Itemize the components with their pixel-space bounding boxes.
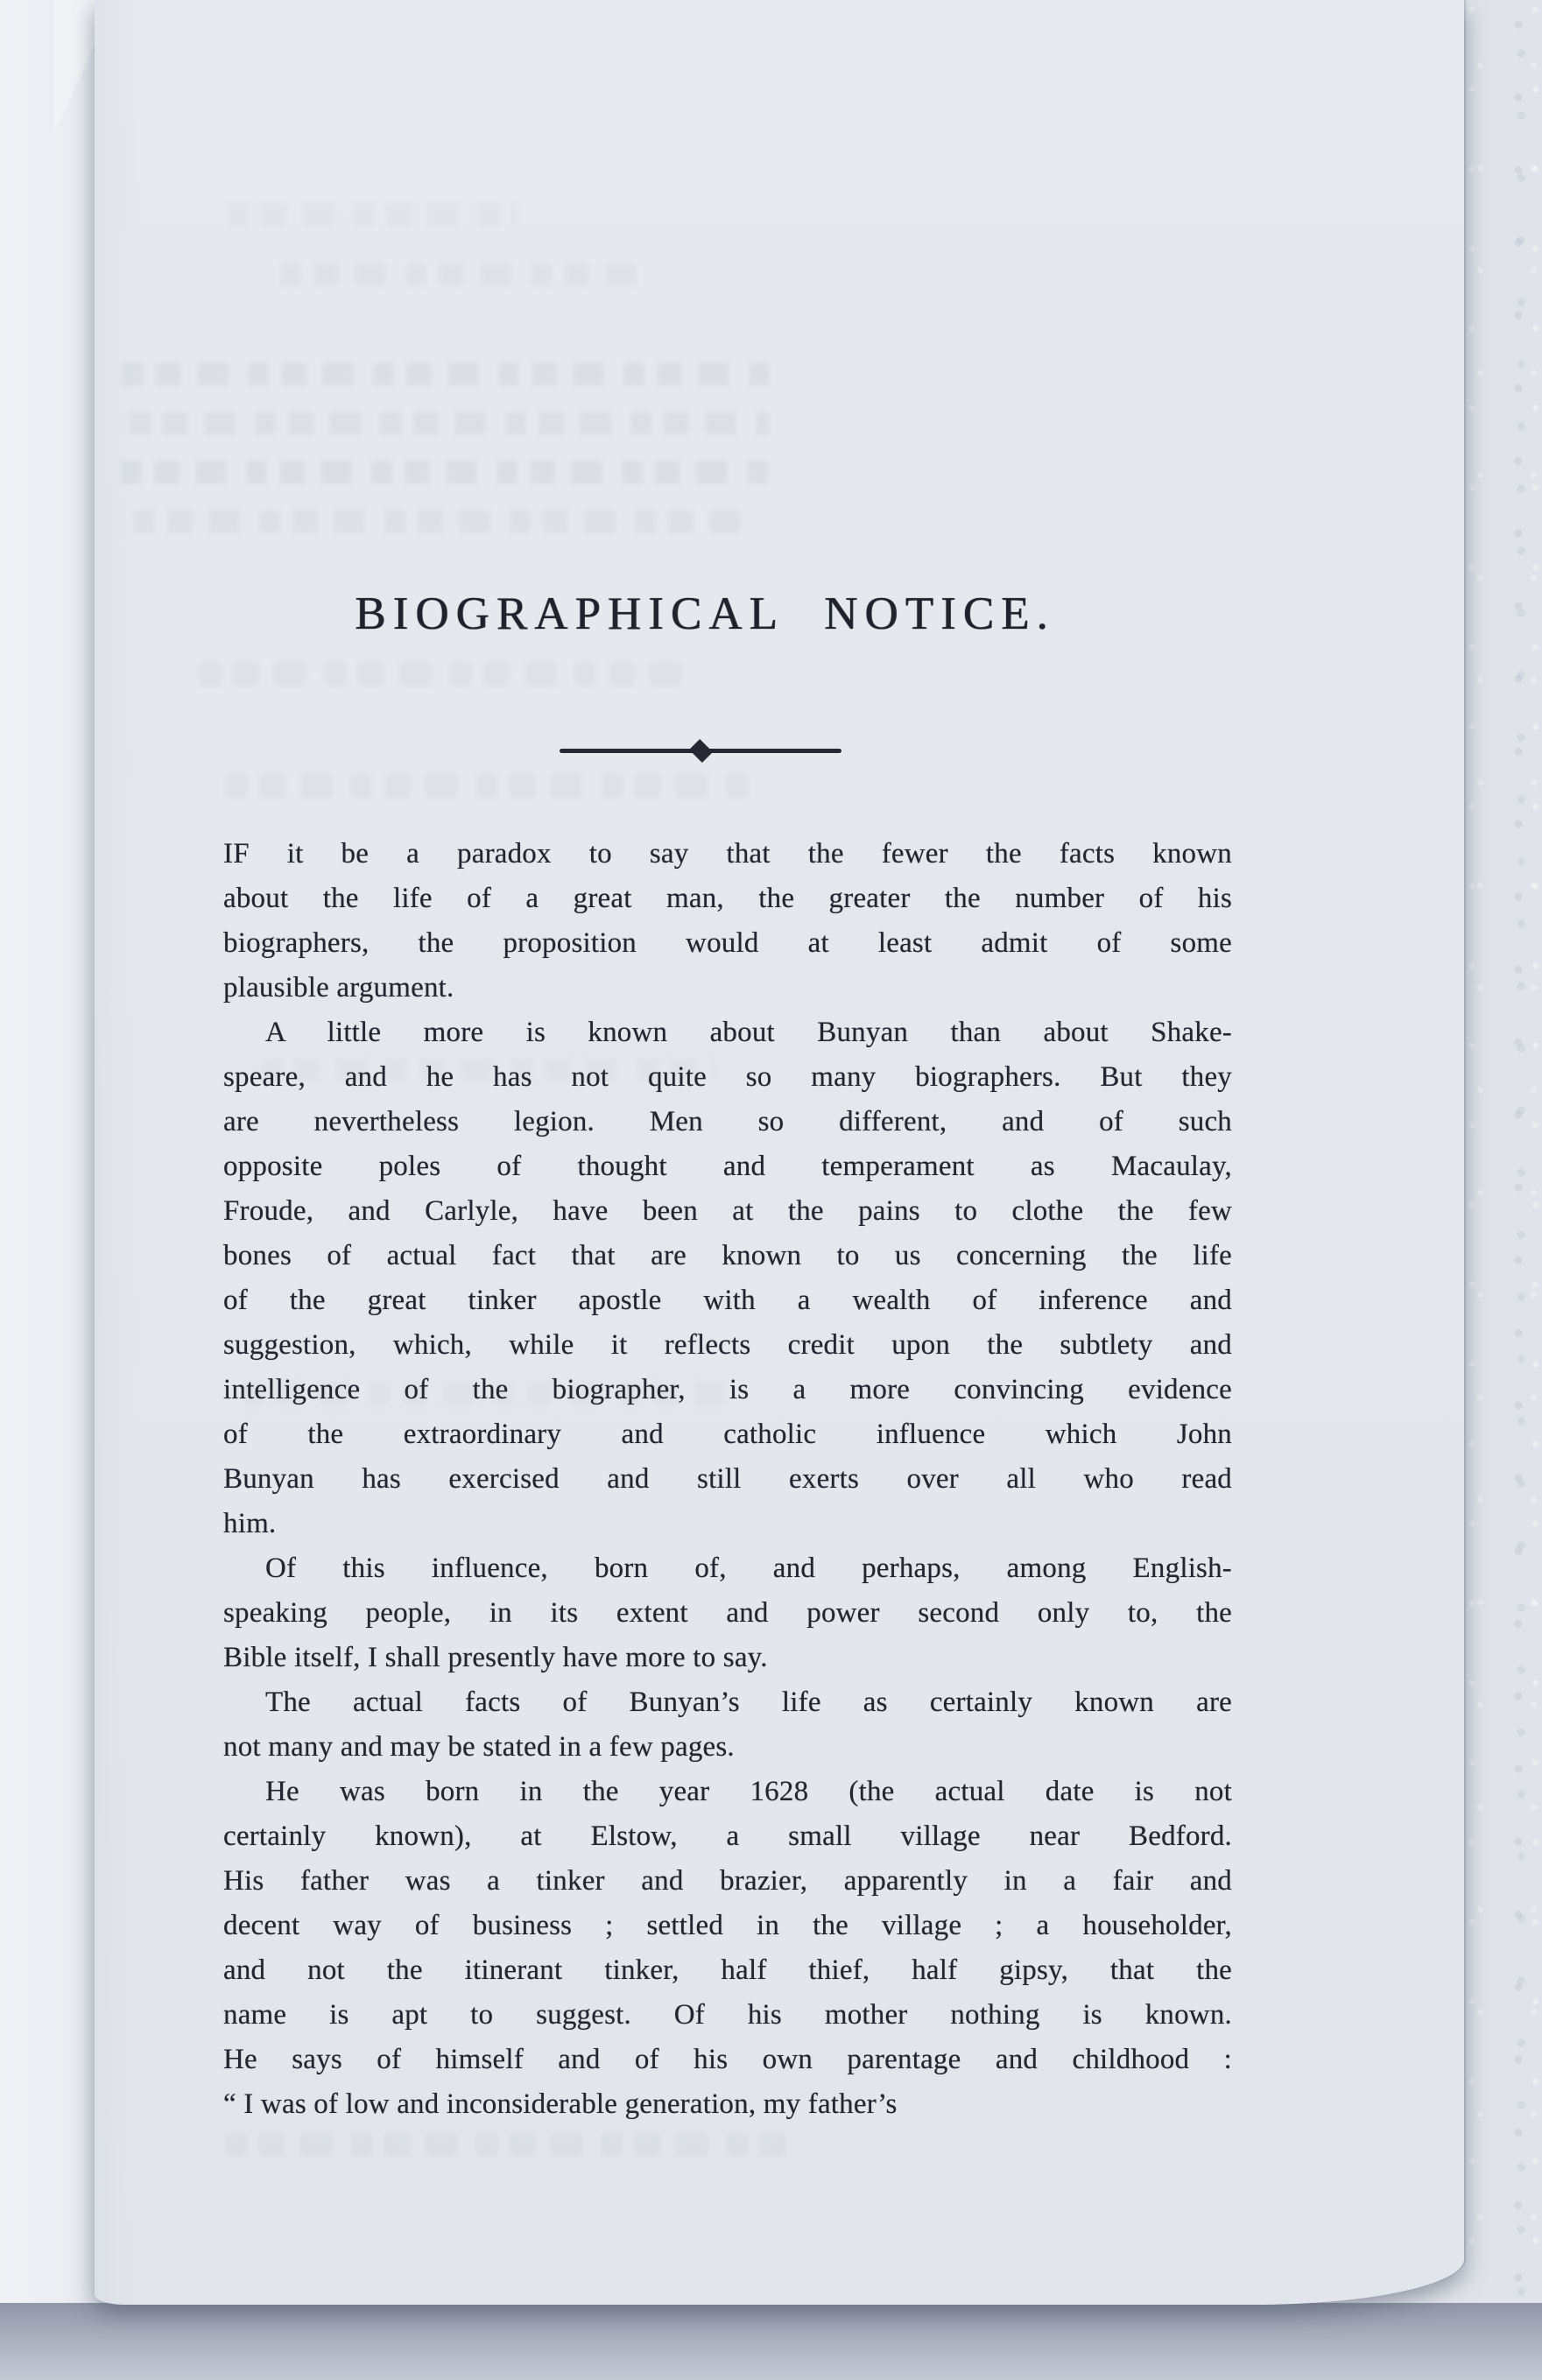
text-line: He says of himself and of his own parentage and childhood :: [223, 2044, 1232, 2075]
background-right-strip: [1459, 0, 1542, 2380]
ornamental-divider: [560, 738, 841, 763]
page-title: BIOGRAPHICAL NOTICE.: [355, 588, 1055, 639]
text-line: Froude, and Carlyle, have been at the pains to clothe the few: [223, 1195, 1232, 1227]
text-line: and not the itinerant tinker, half thief, half gipsy, that the: [223, 1954, 1232, 1986]
book-page: [95, 0, 1464, 2305]
bleedthrough-line: [226, 774, 760, 798]
text-line: speaking people, in its extent and power second only to, the: [223, 1597, 1232, 1629]
page-left-edge-margin: [0, 0, 98, 2380]
text-line: not many and may be stated in a few pages.: [223, 1731, 735, 1763]
text-line: Of this influence, born of, and perhaps, among English-: [265, 1553, 1232, 1584]
text-line: suggestion, which, while it reflects credit upon the subtlety and: [223, 1329, 1232, 1361]
paragraph: [223, 1770, 1232, 2127]
bleedthrough-line: [123, 363, 779, 386]
paragraph: [223, 832, 1232, 1010]
text-line: about the life of a great man, the greater the number of his: [223, 883, 1232, 914]
bleedthrough-line: [226, 2133, 786, 2157]
diamond-icon: [688, 738, 712, 762]
text-line: Bible itself, I shall presently have more to say.: [223, 1642, 768, 1673]
divider-rule-right: [707, 749, 842, 753]
text-line: Bunyan has exercised and still exerts over all who read: [223, 1463, 1232, 1495]
text-line: speare, and he has not quite so many biographers. But they: [223, 1061, 1232, 1093]
surface-below-page: [0, 2303, 1542, 2380]
text-line: bones of actual fact that are known to us concerning the life: [223, 1240, 1232, 1271]
text-line: IF it be a paradox to say that the fewer the facts known: [223, 838, 1232, 870]
divider-rule-left: [560, 749, 695, 753]
text-line: intelligence of the biographer, is a more convincing evidence: [223, 1374, 1232, 1405]
text-line: A little more is known about Bunyan than about Shake-: [265, 1017, 1232, 1048]
text-line: of the extraordinary and catholic influence which John: [223, 1419, 1232, 1450]
paragraph: [223, 1546, 1232, 1680]
text-line: opposite poles of thought and temperament as Macaulay,: [223, 1151, 1232, 1182]
text-line: of the great tinker apostle with a wealth of inference and: [223, 1285, 1232, 1316]
text-line: The actual facts of Bunyan’s life as certainly known are: [265, 1686, 1232, 1718]
bleedthrough-line: [134, 510, 756, 533]
bleedthrough-line: [200, 662, 699, 686]
paragraph: [223, 1010, 1232, 1546]
text-line: plausible argument.: [223, 972, 454, 1003]
body-text: [223, 832, 1232, 2127]
bleedthrough-line: [121, 461, 769, 484]
text-line: decent way of business ; settled in the village ; a householder,: [223, 1910, 1232, 1941]
text-line: are nevertheless legion. Men so different, and of such: [223, 1106, 1232, 1137]
text-line: him.: [223, 1508, 277, 1539]
text-line: name is apt to suggest. Of his mother nothing is known.: [223, 1999, 1232, 2031]
text-line: His father was a tinker and brazier, apparently in a fair and: [223, 1865, 1232, 1897]
bleedthrough-line: [228, 203, 517, 227]
paragraph: [223, 1680, 1232, 1770]
text-line: He was born in the year 1628 (the actual date is not: [265, 1776, 1232, 1807]
bleedthrough-line: [130, 412, 769, 435]
text-line: “ I was of low and inconsiderable generation, my father’s: [223, 2088, 898, 2120]
text-line: biographers, the proposition would at least admit of some: [223, 927, 1232, 959]
text-line: certainly known), at Elstow, a small village near Bedford.: [223, 1820, 1232, 1852]
bleedthrough-line: [280, 263, 648, 286]
